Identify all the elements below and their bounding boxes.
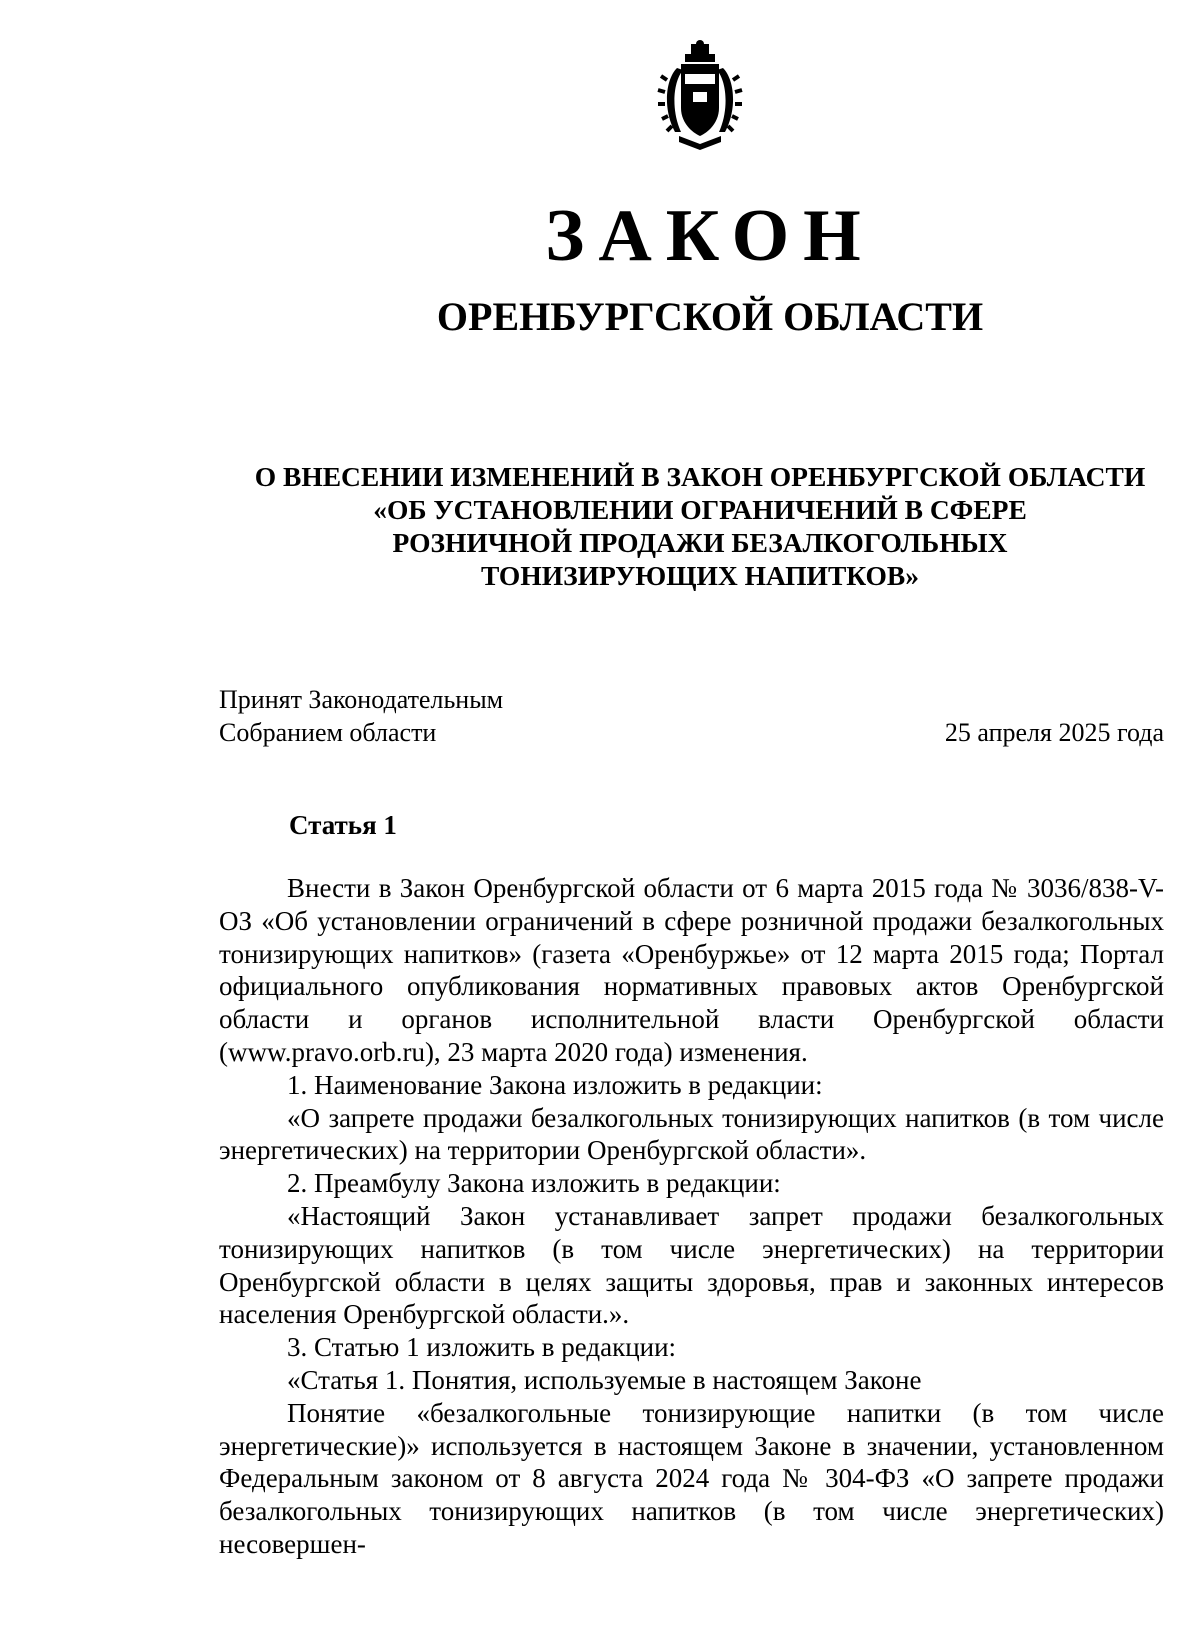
paragraph: 3. Статью 1 изложить в редакции: <box>287 1332 677 1363</box>
adoption-note <box>219 683 503 749</box>
paragraph: 2. Преамбулу Закона изложить в редакции: <box>287 1168 781 1199</box>
law-title-line: О ВНЕСЕНИИ ИЗМЕНЕНИЙ В ЗАКОН ОРЕНБУРГСКОЙ ОБЛАСТИ <box>254 461 1146 492</box>
article-heading: Статья 1 <box>289 810 397 840</box>
adoption-line: Собранием области <box>219 718 437 747</box>
adoption-date: 25 апреля 2025 года <box>944 718 1164 747</box>
law-title-line: РОЗНИЧНОЙ ПРОДАЖИ БЕЗАЛКОГОЛЬНЫХ <box>392 527 1008 558</box>
paragraph: Понятие «безалкогольные тонизирующие напитки (в том числе энергетические)» используется в настоящем Законе в значении, установленном Федеральным законом от 8 августа 2024 года № 304-ФЗ «О запрете продажи безалкогольных тонизирующих напитков (в том числе энергетических) несовершен- <box>219 1397 1164 1559</box>
law-title-line: ТОНИЗИРУЮЩИХ НАПИТКОВ» <box>480 560 920 591</box>
paragraph: «О запрете продажи безалкогольных тонизирующих напитков (в том числе энергетических) на территории Оренбургской области». <box>219 1102 1164 1166</box>
paragraph: 1. Наименование Закона изложить в редакции: <box>287 1069 823 1100</box>
adoption-line: Принят Законодательным <box>219 685 504 714</box>
paragraph: «Статья 1. Понятия, используемые в настоящем Законе <box>287 1364 922 1395</box>
paragraph: «Настоящий Закон устанавливает запрет продажи безалкогольных тонизирующих напитков (в том числе энергетических) на территории Оренбургской области в целях защиты здоровья, прав и законных интересов населения Оренбургской области.». <box>219 1200 1164 1330</box>
region-heading: ОРЕНБУРГСКОЙ ОБЛАСТИ <box>436 294 984 339</box>
coat-of-arms-icon <box>655 40 745 150</box>
law-title <box>225 460 1175 592</box>
paragraph: Внести в Закон Оренбургской области от 6 марта 2015 года № 3036/838-V-ОЗ «Об установлении ограничений в сфере розничной продажи безалкогольных тонизирующих напитков» (газета «Оренбуржье» от 12 марта 2015 года; Портал официального опубликования нормативных правовых актов Оренбургской области и органов исполнительной власти Оренбургской области (www.pravo.orb.ru), 23 марта 2020 года) изменения. <box>219 873 1164 1067</box>
law-title-line: «ОБ УСТАНОВЛЕНИИ ОГРАНИЧЕНИЙ В СФЕРЕ <box>373 494 1027 525</box>
law-heading: ЗАКОН <box>545 195 875 277</box>
article-body <box>219 872 1164 1561</box>
